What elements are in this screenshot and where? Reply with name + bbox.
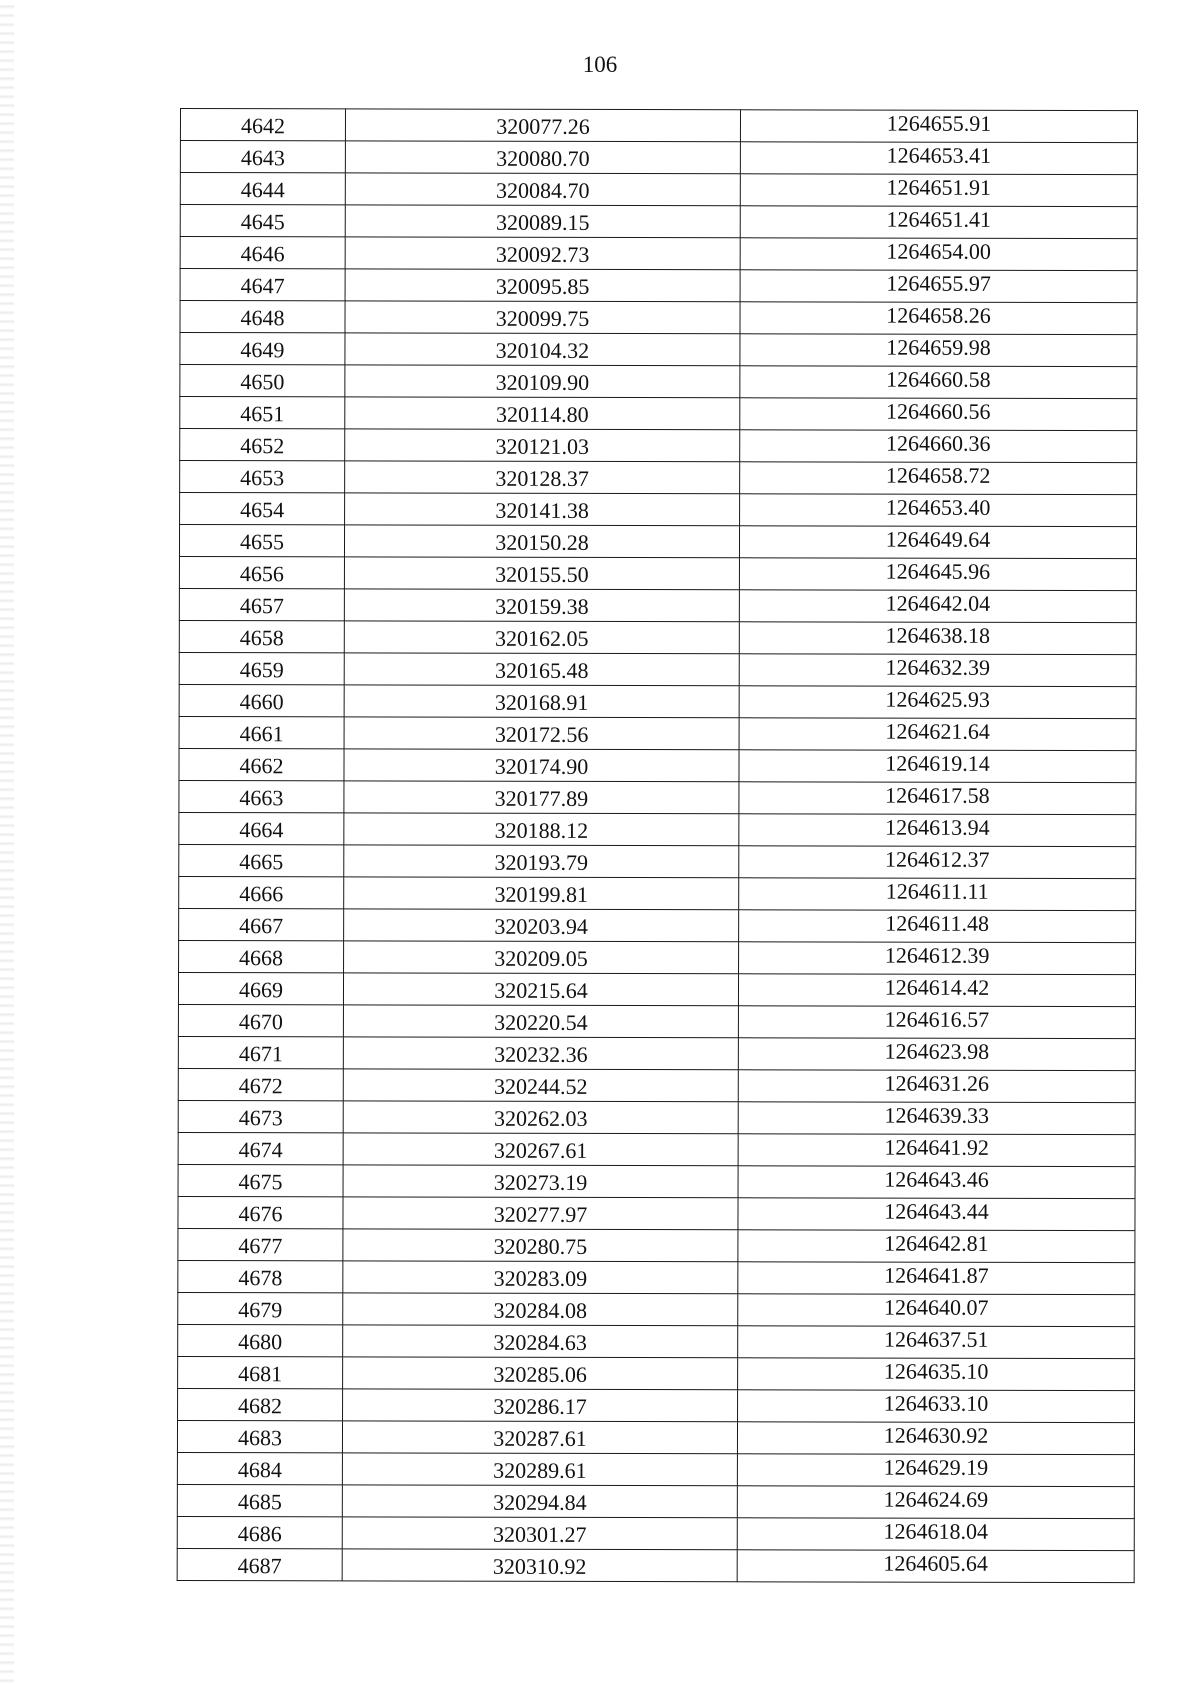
x-coordinate-cell: 320284.08 <box>343 1293 738 1326</box>
x-coordinate-cell: 320095.85 <box>345 269 740 302</box>
y-coordinate-cell: 1264660.56 <box>740 398 1137 431</box>
point-number-cell: 4677 <box>178 1228 343 1260</box>
point-number-cell: 4651 <box>180 397 345 429</box>
table-body <box>177 109 1137 1583</box>
x-coordinate-cell: 320128.37 <box>345 461 740 494</box>
table-row <box>178 1132 1135 1166</box>
y-coordinate-cell: 1264641.87 <box>738 1262 1135 1295</box>
table-row <box>180 301 1137 335</box>
table-row <box>177 1484 1134 1518</box>
y-coordinate-cell: 1264637.51 <box>738 1326 1135 1359</box>
point-number-cell: 4676 <box>178 1196 343 1228</box>
x-coordinate-cell: 320262.03 <box>343 1101 738 1134</box>
table-row <box>180 141 1137 175</box>
point-number-cell: 4674 <box>178 1132 343 1164</box>
table-row <box>180 397 1137 431</box>
table-row <box>179 684 1136 718</box>
table-row <box>178 1388 1135 1422</box>
point-number-cell: 4657 <box>179 588 344 620</box>
point-number-cell: 4672 <box>178 1068 343 1100</box>
x-coordinate-cell: 320168.91 <box>344 685 739 718</box>
x-coordinate-cell: 320121.03 <box>345 429 740 462</box>
table-row <box>180 269 1137 303</box>
x-coordinate-cell: 320155.50 <box>344 557 739 590</box>
point-number-cell: 4644 <box>180 173 345 205</box>
point-number-cell: 4673 <box>178 1100 343 1132</box>
x-coordinate-cell: 320203.94 <box>344 909 739 942</box>
y-coordinate-cell: 1264660.58 <box>740 366 1137 399</box>
y-coordinate-cell: 1264640.07 <box>738 1294 1135 1327</box>
table-row <box>180 429 1137 463</box>
x-coordinate-cell: 320199.81 <box>344 877 739 910</box>
point-number-cell: 4662 <box>179 748 344 780</box>
scan-edge-artifact <box>0 0 14 1686</box>
x-coordinate-cell: 320209.05 <box>344 941 739 974</box>
point-number-cell: 4664 <box>179 812 344 844</box>
table-row <box>177 1452 1134 1486</box>
y-coordinate-cell: 1264635.10 <box>738 1358 1135 1391</box>
y-coordinate-cell: 1264642.04 <box>739 590 1136 623</box>
point-number-cell: 4658 <box>179 620 344 652</box>
y-coordinate-cell: 1264659.98 <box>740 334 1137 367</box>
table-row <box>180 205 1137 239</box>
y-coordinate-cell: 1264654.00 <box>740 238 1137 271</box>
point-number-cell: 4653 <box>180 461 345 493</box>
y-coordinate-cell: 1264612.39 <box>739 942 1136 975</box>
table-row <box>178 1324 1135 1358</box>
table-row <box>179 652 1136 686</box>
y-coordinate-cell: 1264631.26 <box>738 1070 1135 1103</box>
y-coordinate-cell: 1264638.18 <box>739 622 1136 655</box>
x-coordinate-cell: 320162.05 <box>344 621 739 654</box>
y-coordinate-cell: 1264621.64 <box>739 718 1136 751</box>
table-row <box>179 908 1136 942</box>
point-number-cell: 4687 <box>177 1548 342 1580</box>
x-coordinate-cell: 320165.48 <box>344 653 739 686</box>
y-coordinate-cell: 1264616.57 <box>738 1006 1135 1039</box>
y-coordinate-cell: 1264612.37 <box>739 846 1136 879</box>
x-coordinate-cell: 320287.61 <box>342 1421 737 1454</box>
point-number-cell: 4678 <box>178 1260 343 1292</box>
page-number: 106 <box>582 52 618 77</box>
table-row <box>179 525 1136 559</box>
y-coordinate-cell: 1264660.36 <box>740 430 1137 463</box>
table-row <box>177 1420 1134 1454</box>
y-coordinate-cell: 1264651.41 <box>740 206 1137 239</box>
table-row <box>180 493 1137 527</box>
point-number-cell: 4645 <box>180 205 345 237</box>
point-number-cell: 4648 <box>180 301 345 333</box>
y-coordinate-cell: 1264658.26 <box>740 302 1137 335</box>
x-coordinate-cell: 320294.84 <box>342 1485 737 1518</box>
y-coordinate-cell: 1264611.11 <box>739 878 1136 911</box>
point-number-cell: 4647 <box>180 269 345 301</box>
table-row <box>179 557 1136 591</box>
y-coordinate-cell: 1264619.14 <box>739 750 1136 783</box>
point-number-cell: 4670 <box>178 1004 343 1036</box>
y-coordinate-cell: 1264645.96 <box>739 558 1136 591</box>
x-coordinate-cell: 320109.90 <box>345 365 740 398</box>
point-number-cell: 4669 <box>178 972 343 1004</box>
table-row <box>177 1516 1134 1550</box>
table-row <box>180 237 1137 271</box>
x-coordinate-cell: 320080.70 <box>345 141 740 174</box>
table-row <box>179 716 1136 750</box>
x-coordinate-cell: 320215.64 <box>343 973 738 1006</box>
point-number-cell: 4661 <box>179 716 344 748</box>
y-coordinate-cell: 1264643.44 <box>738 1198 1135 1231</box>
y-coordinate-cell: 1264613.94 <box>739 814 1136 847</box>
y-coordinate-cell: 1264639.33 <box>738 1102 1135 1135</box>
table-row <box>180 461 1137 495</box>
table-row <box>179 748 1136 782</box>
point-number-cell: 4650 <box>180 365 345 397</box>
x-coordinate-cell: 320150.28 <box>344 525 739 558</box>
point-number-cell: 4680 <box>178 1324 343 1356</box>
x-coordinate-cell: 320159.38 <box>344 589 739 622</box>
y-coordinate-cell: 1264641.92 <box>738 1134 1135 1167</box>
table-row <box>178 1068 1135 1102</box>
point-number-cell: 4684 <box>177 1452 342 1484</box>
y-coordinate-cell: 1264633.10 <box>738 1390 1135 1423</box>
x-coordinate-cell: 320244.52 <box>343 1069 738 1102</box>
x-coordinate-cell: 320114.80 <box>345 397 740 430</box>
point-number-cell: 4654 <box>180 493 345 525</box>
y-coordinate-cell: 1264649.64 <box>739 526 1136 559</box>
x-coordinate-cell: 320220.54 <box>343 1005 738 1038</box>
point-number-cell: 4682 <box>178 1388 343 1420</box>
y-coordinate-cell: 1264655.91 <box>740 110 1137 143</box>
point-number-cell: 4686 <box>177 1516 342 1548</box>
table-row <box>180 333 1137 367</box>
coordinates-table-container <box>177 108 1134 1583</box>
y-coordinate-cell: 1264618.04 <box>737 1518 1134 1551</box>
point-number-cell: 4659 <box>179 652 344 684</box>
table-row <box>178 1356 1135 1390</box>
y-coordinate-cell: 1264605.64 <box>737 1550 1134 1583</box>
x-coordinate-cell: 320284.63 <box>343 1325 738 1358</box>
point-number-cell: 4683 <box>177 1420 342 1452</box>
x-coordinate-cell: 320077.26 <box>345 109 740 142</box>
point-number-cell: 4656 <box>179 557 344 589</box>
point-number-cell: 4671 <box>178 1036 343 1068</box>
table-row <box>180 109 1137 143</box>
y-coordinate-cell: 1264632.39 <box>739 654 1136 687</box>
x-coordinate-cell: 320188.12 <box>344 813 739 846</box>
point-number-cell: 4666 <box>179 876 344 908</box>
table-row <box>177 1548 1134 1582</box>
table-row <box>178 972 1135 1006</box>
table-row <box>180 365 1137 399</box>
point-number-cell: 4681 <box>178 1356 343 1388</box>
y-coordinate-cell: 1264642.81 <box>738 1230 1135 1263</box>
x-coordinate-cell: 320232.36 <box>343 1037 738 1070</box>
y-coordinate-cell: 1264623.98 <box>738 1038 1135 1071</box>
y-coordinate-cell: 1264643.46 <box>738 1166 1135 1199</box>
point-number-cell: 4685 <box>177 1484 342 1516</box>
coordinates-table <box>177 108 1138 1583</box>
x-coordinate-cell: 320084.70 <box>345 173 740 206</box>
x-coordinate-cell: 320092.73 <box>345 237 740 270</box>
y-coordinate-cell: 1264658.72 <box>740 462 1137 495</box>
y-coordinate-cell: 1264653.41 <box>740 142 1137 175</box>
y-coordinate-cell: 1264624.69 <box>737 1486 1134 1519</box>
x-coordinate-cell: 320286.17 <box>343 1389 738 1422</box>
table-row <box>178 1260 1135 1294</box>
y-coordinate-cell: 1264651.91 <box>740 174 1137 207</box>
x-coordinate-cell: 320277.97 <box>343 1197 738 1230</box>
table-row <box>178 1292 1135 1326</box>
x-coordinate-cell: 320289.61 <box>342 1453 737 1486</box>
x-coordinate-cell: 320193.79 <box>344 845 739 878</box>
table-row <box>179 620 1136 654</box>
table-row <box>178 1228 1135 1262</box>
point-number-cell: 4643 <box>180 141 345 173</box>
x-coordinate-cell: 320273.19 <box>343 1165 738 1198</box>
x-coordinate-cell: 320283.09 <box>343 1261 738 1294</box>
y-coordinate-cell: 1264625.93 <box>739 686 1136 719</box>
point-number-cell: 4675 <box>178 1164 343 1196</box>
y-coordinate-cell: 1264655.97 <box>740 270 1137 303</box>
x-coordinate-cell: 320174.90 <box>344 749 739 782</box>
x-coordinate-cell: 320285.06 <box>343 1357 738 1390</box>
point-number-cell: 4679 <box>178 1292 343 1324</box>
table-row <box>179 876 1136 910</box>
table-row <box>178 1036 1135 1070</box>
y-coordinate-cell: 1264629.19 <box>737 1454 1134 1487</box>
x-coordinate-cell: 320141.38 <box>345 493 740 526</box>
table-row <box>179 588 1136 622</box>
point-number-cell: 4668 <box>179 940 344 972</box>
point-number-cell: 4665 <box>179 844 344 876</box>
x-coordinate-cell: 320089.15 <box>345 205 740 238</box>
point-number-cell: 4655 <box>179 525 344 557</box>
point-number-cell: 4652 <box>180 429 345 461</box>
point-number-cell: 4646 <box>180 237 345 269</box>
x-coordinate-cell: 320310.92 <box>342 1549 737 1582</box>
table-row <box>179 940 1136 974</box>
y-coordinate-cell: 1264617.58 <box>739 782 1136 815</box>
point-number-cell: 4642 <box>180 109 345 141</box>
x-coordinate-cell: 320172.56 <box>344 717 739 750</box>
table-row <box>179 780 1136 814</box>
table-row <box>179 844 1136 878</box>
table-row <box>178 1164 1135 1198</box>
x-coordinate-cell: 320177.89 <box>344 781 739 814</box>
point-number-cell: 4667 <box>179 908 344 940</box>
x-coordinate-cell: 320104.32 <box>345 333 740 366</box>
x-coordinate-cell: 320099.75 <box>345 301 740 334</box>
y-coordinate-cell: 1264614.42 <box>738 974 1135 1007</box>
point-number-cell: 4663 <box>179 780 344 812</box>
x-coordinate-cell: 320301.27 <box>342 1517 737 1550</box>
x-coordinate-cell: 320267.61 <box>343 1133 738 1166</box>
point-number-cell: 4660 <box>179 684 344 716</box>
y-coordinate-cell: 1264611.48 <box>739 910 1136 943</box>
table-row <box>178 1196 1135 1230</box>
table-row <box>178 1100 1135 1134</box>
x-coordinate-cell: 320280.75 <box>343 1229 738 1262</box>
table-row <box>178 1004 1135 1038</box>
point-number-cell: 4649 <box>180 333 345 365</box>
table-row <box>179 812 1136 846</box>
y-coordinate-cell: 1264630.92 <box>737 1422 1134 1455</box>
table-row <box>180 173 1137 207</box>
y-coordinate-cell: 1264653.40 <box>740 494 1137 527</box>
